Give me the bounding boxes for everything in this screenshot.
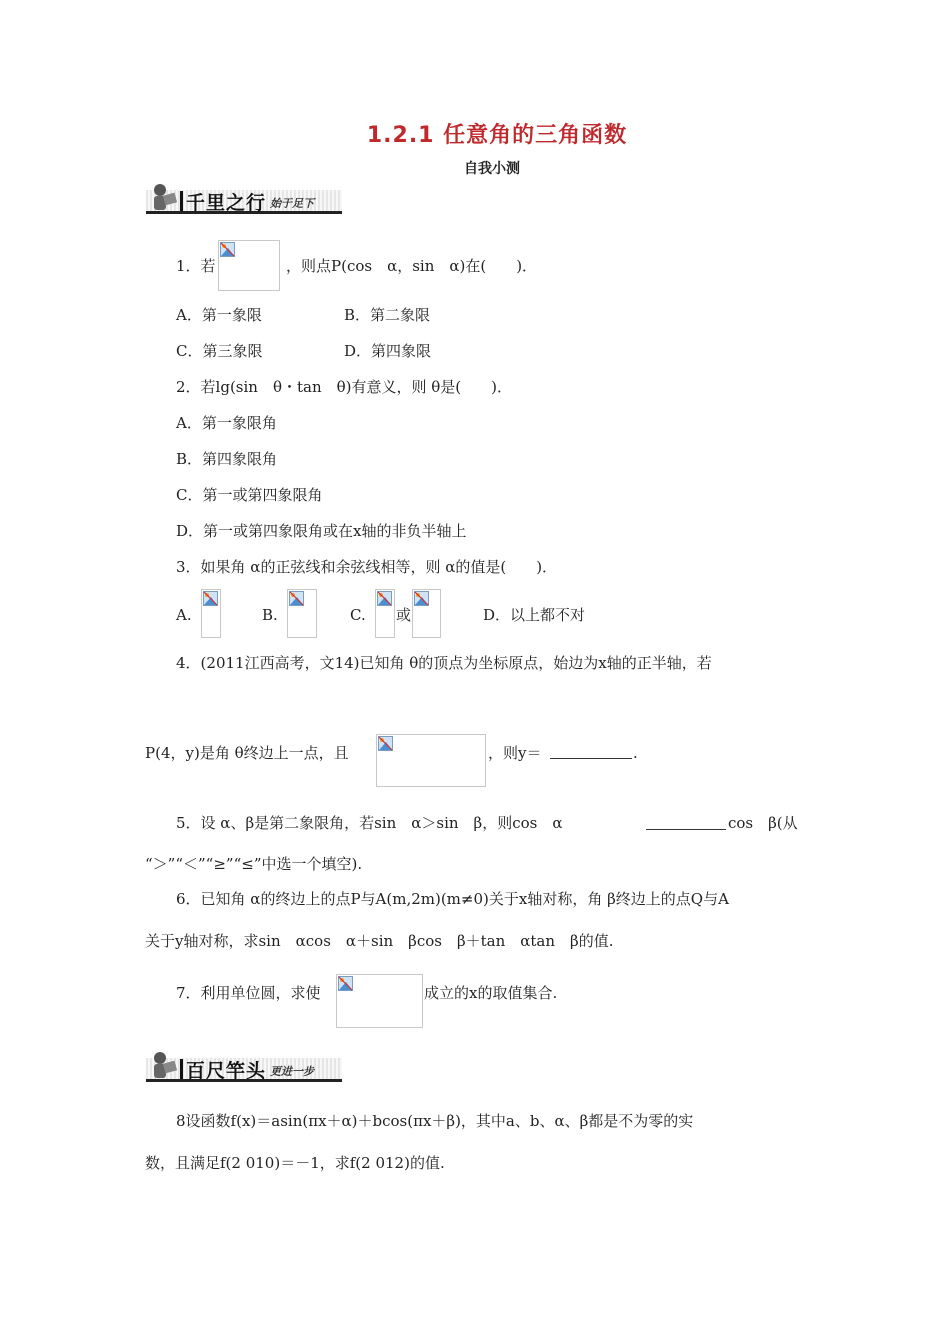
q7-pre: 7．利用单位圆，求使 (176, 984, 321, 1002)
q1-option-c: C．第三象限 (176, 342, 263, 360)
reader-icon (148, 182, 178, 212)
formula-image (287, 589, 317, 638)
q4-line2-post: ，则y＝ (488, 744, 542, 762)
broken-image-icon (377, 591, 392, 606)
section-title-2: 百尺竿头 (186, 1060, 267, 1082)
q1-option-d: D．第四象限 (344, 342, 432, 360)
formula-image (375, 589, 395, 638)
broken-image-icon (203, 591, 218, 606)
section-banner-1 (146, 182, 342, 216)
reader-icon (148, 1050, 178, 1080)
section-banner-2 (146, 1050, 342, 1084)
q3-option-a: A. (176, 606, 192, 624)
section-title-1: 千里之行 (186, 192, 267, 214)
q1-post: ，则点P(cos α，sin α)在( )． (286, 257, 538, 275)
section-subtitle-2: 更进一步 (270, 1065, 314, 1078)
q7-post: 成立的x的取值集合. (424, 984, 558, 1002)
q2-stem: 2．若lg(sin θ・tan θ)有意义，则 θ是( )． (176, 378, 512, 396)
q4-line2-pre: P(4，y)是角 θ终边上一点，且 (145, 744, 349, 762)
q3-option-b: B. (262, 606, 278, 624)
q2-option-d: D．第一或第四象限角或在x轴的非负半轴上 (176, 522, 467, 540)
q6-line1: 6．已知角 α的终边上的点P与A(m,2m)(m≠0)关于x轴对称，角 β终边上的点Q与A (176, 890, 729, 908)
answer-blank (646, 815, 726, 830)
page-subtitle: 自我小测 (464, 161, 520, 177)
formula-image (218, 240, 280, 291)
answer-blank (550, 744, 632, 759)
q1-pre: 1．若 (176, 257, 216, 275)
broken-image-icon (289, 591, 304, 606)
q5-line1-pre: 5．设 α、β是第二象限角，若sin α＞sin β，则cos α (176, 814, 563, 832)
q4-line1: 4．(2011江西高考，文14)已知角 θ的顶点为坐标原点，始边为x轴的正半轴，若 (176, 654, 712, 672)
formula-image (376, 734, 486, 787)
formula-image (412, 589, 441, 638)
q8-line1: 8设函数f(x)＝asin(πx＋α)＋bcos(πx＋β)，其中a、b、α、β都是不为零的实 (176, 1112, 694, 1130)
q3-or: 或 (396, 606, 412, 624)
broken-image-icon (378, 736, 393, 751)
q2-option-a: A．第一象限角 (176, 414, 277, 432)
q3-option-c: C. (350, 606, 366, 624)
broken-image-icon (414, 591, 429, 606)
broken-image-icon (220, 242, 235, 257)
formula-image (336, 974, 423, 1028)
q1-option-a: A．第一象限 (176, 306, 262, 324)
q3-stem: 3．如果角 α的正弦线和余弦线相等，则 α的值是( )． (176, 558, 558, 576)
page-title: 1.2.1 任意角的三角函数 (366, 123, 628, 148)
q5-line2: “＞”“＜”“≥”“≤”中选一个填空). (145, 855, 363, 873)
q5-line1-post: cos β(从 (728, 814, 798, 832)
q8-line2: 数，且满足f(2 010)＝－1，求f(2 012)的值. (145, 1154, 445, 1172)
q6-line2: 关于y轴对称，求sin αcos α＋sin βcos β＋tan αtan β的值. (145, 932, 614, 950)
section-subtitle-1: 始于足下 (270, 197, 314, 210)
q1-option-b: B．第二象限 (344, 306, 431, 324)
formula-image (201, 589, 221, 638)
q4-line2-end: . (633, 744, 638, 762)
q3-option-d: D．以上都不对 (483, 606, 586, 624)
q2-option-b: B．第四象限角 (176, 450, 278, 468)
broken-image-icon (338, 976, 353, 991)
q2-option-c: C．第一或第四象限角 (176, 486, 323, 504)
